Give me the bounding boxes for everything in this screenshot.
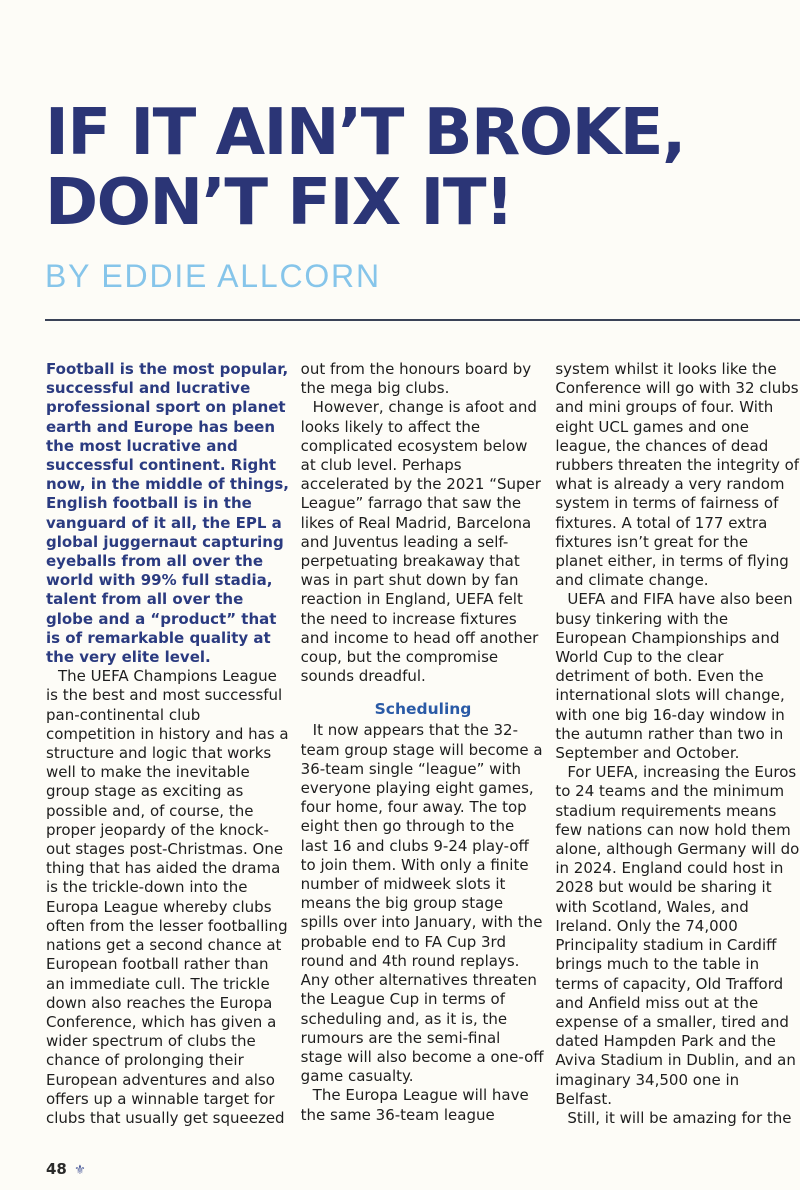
paragraph: The Europa League will have the same 36-team league — [300, 1086, 529, 1124]
paragraph-continued: system whilst it looks like the Conference will go with 32 clubs and mini groups of four. With eight UCL games and one league, the chances of dead rubbers threaten the integrity of what is already a very random system in terms of fairness of fixtures. A total of 177 extra fixtures isn’t great for the planet either, in terms of flying and climate change. — [555, 360, 800, 590]
section-heading: Scheduling — [374, 700, 472, 719]
lead-paragraph: Football is the most popular, successful and lucrative professional sport on planet earth and Europe has been the most lucrative and successful continent. Right now, in the middle of things, English football is in the vanguard of it all, the EPL a global juggernaut capturing eyeballs from all over the world with 99% full stadia, talent from all over the globe and a “product” that is of remarkable quality at the very elite level. — [46, 360, 289, 667]
page-number: 48 — [46, 1160, 67, 1178]
article-body — [46, 360, 800, 1140]
headline-line-2: DON’T FIX IT! — [45, 166, 513, 240]
byline: BY EDDIE ALLCORN — [45, 258, 381, 294]
paragraph: For UEFA, increasing the Euros to 24 teams and the minimum stadium requirements means few nations can now hold them alone, although Germany will do in 2024. England could host in 2028 but would be sharing it with Scotland, Wales, and Ireland. Only the 74,000 Principality stadium in Cardiff brings much to the table in terms of capacity, Old Trafford and Anfield miss out at the expense of a smaller, tired and dated Hampden Park and the Aviva Stadium in Dublin, and an imaginary 34,500 one in Belfast. — [555, 763, 800, 1108]
paragraph: It now appears that the 32-team group stage will become a 36-team single “league” with everyone playing eight games, four home, four away. The top eight then go through to the last 16 and clubs 9-24 play-off to join them. With only a finite number of midweek slots it means the big group stage spills over into January, with the probable end to FA Cup 3rd round and 4th round replays. Any other alternatives threaten the League Cup in terms of scheduling and, as it is, the rumours are the semi-final stage will also become a one-off game casualty. — [300, 721, 544, 1086]
paragraph-continued: out from the honours board by the mega big clubs. — [300, 360, 532, 398]
headline — [45, 98, 795, 238]
paragraph: UEFA and FIFA have also been busy tinkering with the European Championships and World Cup to the clear detriment of both. Even the international slots will change, with one big 16-day window in the autumn rather than two in September and October. — [555, 590, 793, 763]
column-2 — [301, 360, 546, 1140]
paragraph: However, change is afoot and looks likely to affect the complicated ecosystem below at club level. Perhaps accelerated by the 2021 “Super League” farrago that saw the likes of Real Madrid, Barcelona and Juventus leading a self-perpetuating breakaway that was in part shut down by fan reaction in England, UEFA felt the need to increase fixtures and income to head off another coup, but the compromise sounds dreadful. — [300, 398, 541, 686]
page-footer — [46, 1160, 86, 1178]
paragraph: The UEFA Champions League is the best and most successful pan-continental club competition in history and has a structure and logic that works well to make the inevitable group stage as exciting as possible and, of course, the proper jeopardy of the knock-out stages post-Christmas. One thing that has aided the drama is the trickle-down into the Europa League whereby clubs often from the lesser footballing nations get a second chance at European football rather than an immediate cull. The trickle down also reaches the Europa Conference, which has given a wider spectrum of clubs the chance of prolonging their European adventures and also offers up a winnable target for clubs that usually get squeezed — [46, 667, 289, 1127]
column-3 — [555, 360, 800, 1140]
header-divider — [45, 319, 800, 321]
paragraph: Still, it will be amazing for the — [567, 1108, 792, 1127]
headline-line-1: IF IT AIN’T BROKE, — [45, 96, 685, 170]
club-crest-icon: ⚜ — [74, 1163, 86, 1178]
column-1 — [46, 360, 291, 1140]
